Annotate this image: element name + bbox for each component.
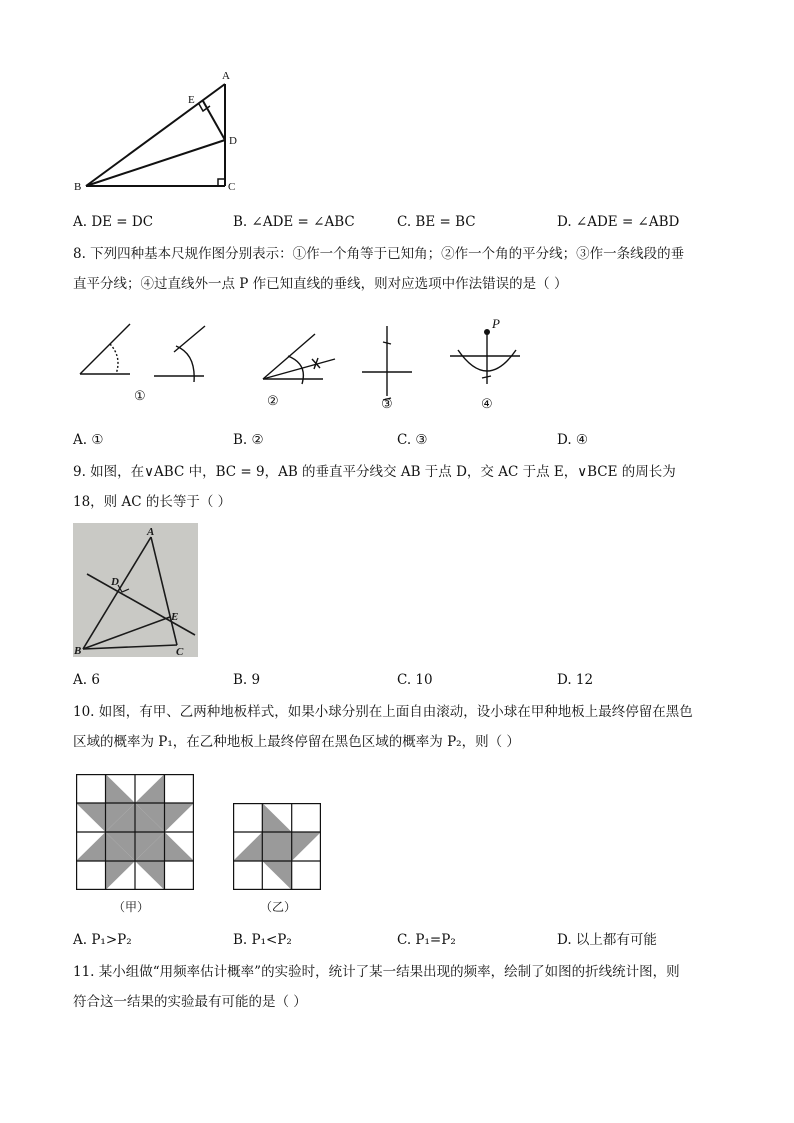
q9-triangle-photo: [73, 523, 198, 657]
q8-option-b: B. ②: [233, 432, 264, 448]
q8-label-1: ①: [134, 388, 146, 403]
q9-question-line2: 18，则 AC 的长等于（ ）: [73, 494, 232, 510]
q11-question-line1: 11. 某小组做“用频率估计概率”的实验时，统计了某一结果出现的频率，绘制了如图的折线统计图，则: [73, 964, 680, 980]
q9-label-e: E: [171, 611, 179, 623]
q10-question-line2: 区域的概率为 P₁，在乙种地板上最终停留在黑色区域的概率为 P₂，则（ ）: [73, 734, 520, 750]
q8-option-d: D. ④: [557, 432, 589, 448]
q8-constructions-figure: [70, 312, 540, 417]
q9-question-line1: 9. 如图，在∨ABC 中，BC = 9，AB 的垂直平分线交 AB 于点 D，交 AC 于点 E，∨BCE 的周长为: [73, 464, 676, 480]
q9-option-b: B. 9: [233, 672, 261, 688]
q8-label-2: ②: [267, 393, 279, 408]
q7-label-e: E: [188, 94, 195, 106]
q10-caption-yi: （乙）: [260, 900, 297, 914]
q8-label-p: P: [492, 316, 500, 331]
q9-option-a: A. 6: [73, 672, 100, 688]
q7-option-b: B. ∠ADE = ∠ABC: [233, 214, 355, 230]
q9-option-d: D. 12: [557, 672, 594, 688]
q7-triangle-figure: [70, 65, 260, 195]
q10-option-d: D. 以上都有可能: [557, 932, 657, 948]
q7-option-a: A. DE = DC: [73, 214, 154, 230]
q7-label-a: A: [222, 70, 230, 82]
q9-label-b: B: [74, 645, 82, 657]
q9-option-c: C. 10: [397, 672, 433, 688]
q10-option-a: A. P₁>P₂: [73, 932, 132, 948]
q8-label-4: ④: [481, 396, 493, 411]
q7-label-c: C: [228, 181, 236, 193]
q8-option-a: A. ①: [73, 432, 104, 448]
q9-label-a: A: [147, 526, 155, 538]
q8-question-line1: 8. 下列四种基本尺规作图分别表示：①作一个角等于已知角；②作一个角的平分线；③作一条线段的垂: [73, 246, 685, 262]
q10-floor-yi: [233, 803, 321, 890]
q8-label-3: ③: [381, 396, 393, 411]
q8-question-line2: 直平分线；④过直线外一点 P 作已知直线的垂线，则对应选项中作法错误的是（ ）: [73, 276, 568, 292]
q9-label-d: D: [111, 576, 119, 588]
q7-option-d: D. ∠ADE = ∠ABD: [557, 214, 680, 230]
q10-option-c: C. P₁=P₂: [397, 932, 456, 948]
q10-question-line1: 10. 如图，有甲、乙两种地板样式，如果小球分别在上面自由滚动，设小球在甲种地板上最终停留在黑色: [73, 704, 693, 720]
q7-label-b: B: [74, 181, 82, 193]
q9-label-c: C: [176, 646, 184, 657]
q10-caption-jia: （甲）: [113, 900, 150, 914]
q10-floor-jia: [76, 774, 194, 890]
q8-option-c: C. ③: [397, 432, 428, 448]
q10-option-b: B. P₁<P₂: [233, 932, 292, 948]
q7-label-d: D: [229, 135, 237, 147]
q7-option-c: C. BE = BC: [397, 214, 476, 230]
q11-question-line2: 符合这一结果的实验最有可能的是（ ）: [73, 994, 307, 1010]
